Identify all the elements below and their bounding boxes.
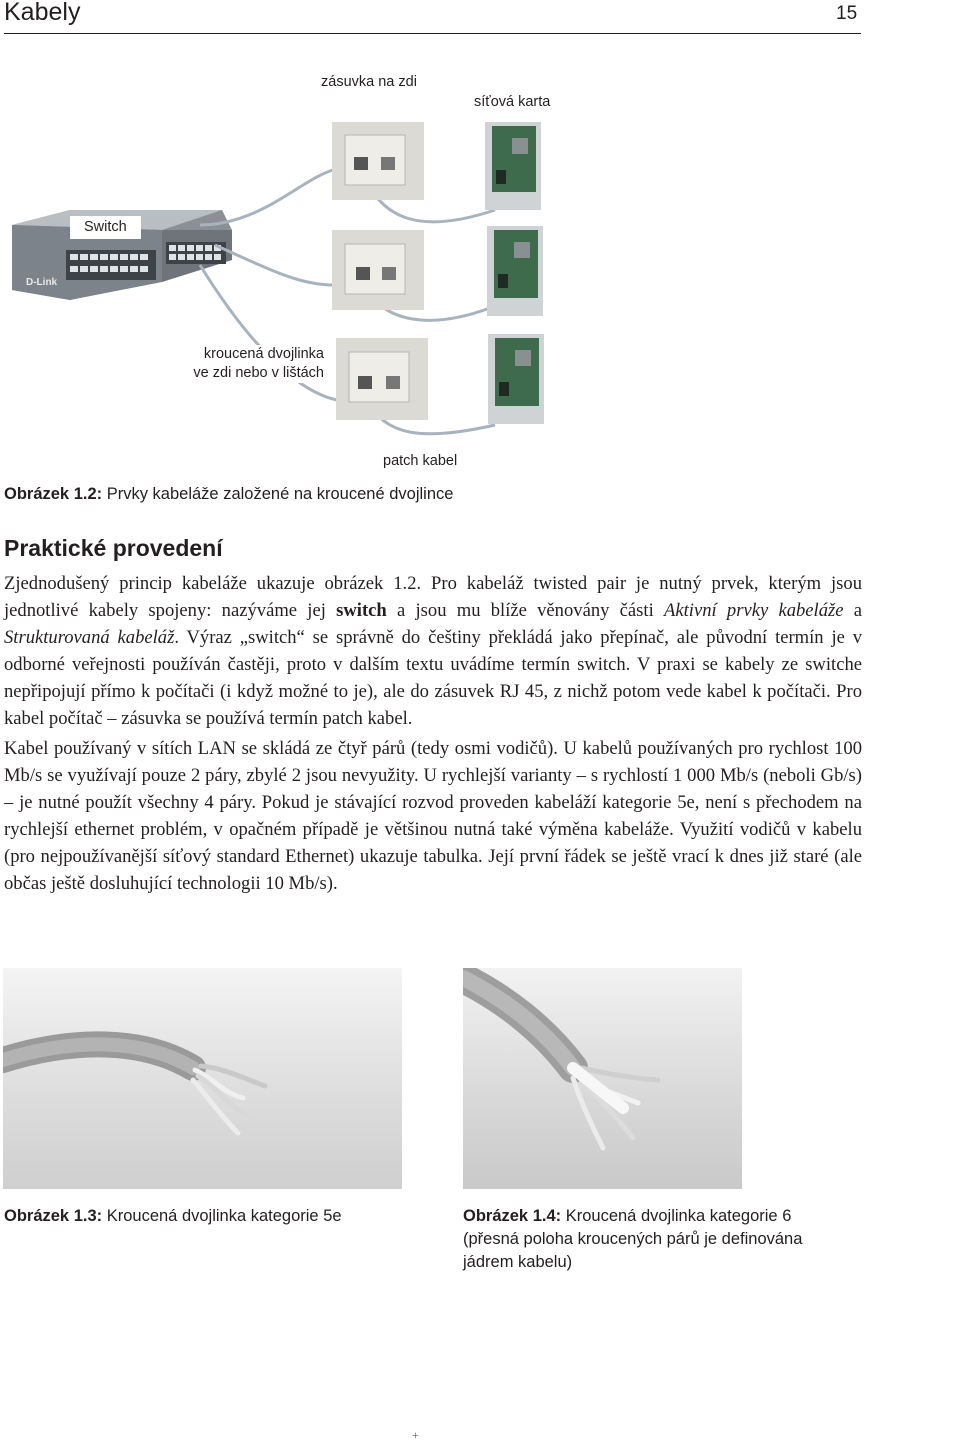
figure-1-3-caption-text: Kroucená dvojlinka kategorie 5e [102,1207,342,1225]
label-switch: Switch [70,216,141,239]
label-patch-cable: patch kabel [383,453,458,469]
figure-1-4-caption-number: Obrázek 1.4: [463,1207,562,1225]
crop-mark: + [412,1428,419,1442]
wall-socket-image [332,230,424,310]
figure-1-4-caption-line3: jádrem kabelu) [463,1253,573,1271]
label-wall-socket: zásuvka na zdi [321,74,417,90]
network-card-image [487,226,543,316]
figure-1-4-caption-text: Kroucená dvojlinka kategorie 6 [561,1207,792,1225]
label-twisted-pair-line2: ve zdi nebo v lištách [193,365,324,381]
body-p1-italic-active: Aktivní prvky kabeláže [664,600,844,621]
figure-1-4-caption [463,1205,863,1274]
body-p1-text-c: a [843,600,863,621]
section-heading: Praktické provedení [4,535,223,561]
figure-1-2-caption-text: Prvky kabeláže založené na kroucené dvojlince [102,485,454,503]
page-header-title: Kabely [4,0,81,26]
figure-1-2-caption-number: Obrázek 1.2: [4,485,103,503]
figure-1-2-illustration [0,60,960,480]
body-p1-bold-switch: switch [336,600,387,621]
body-p1-text-b: a jsou mu blíže věnovány části [386,600,664,621]
label-twisted-pair [164,345,324,383]
network-card-image [488,334,544,424]
figure-1-4-caption-line2: (přesná poloha kroucených párů je definována [463,1230,803,1248]
body-text [4,570,862,897]
body-paragraph-2: Kabel používaný v sítích LAN se skládá ze čtyř párů (tedy osmi vodičů). U kabelů používaných pro rychlost 100 Mb/s se využívají pouze 2 páry, zbylé 2 jsou nevyužity. U rychlejší varianty – s rychlostí 1 000 Mb/s (neboli Gb/s) – je nutné použít všechny 4 páry. Pokud je stávající rozvod proveden kabeláží kategorie 5e, není s přechodem na rychlejší ethernet problém, v opačném případě je většinou nutná také výměna kabeláže. Využití vodičů v kabelu (pro nejpoužívanější síťový standard Ethernet) ukazuje tabulka. Její první řádek se ještě vrací k dnes již staré (ale občas ještě dosluhující technologii 10 Mb/s). [4,738,862,894]
figure-1-2-caption [4,483,453,506]
body-paragraph-1 [4,570,862,732]
cable-cat6-image [463,968,742,1189]
wall-socket-image [332,122,424,200]
figure-1-3-caption-number: Obrázek 1.3: [4,1207,103,1225]
figure-1-3-photo [3,968,402,1189]
body-p1-text-a: Zjednodušený princip kabeláže ukazuje obrázek 1.2. Pro kabeláž twisted pair je nutný prvek, kterým jsou jednotlivé kabely spojeny: nazýváme jej [4,573,862,621]
figure-1-4-photo [463,968,742,1189]
switch-brand-logo: D-Link [26,277,58,288]
header-rule [4,33,861,34]
cable-cat5e-image [3,968,402,1189]
figure-1-4-caption-line1 [463,1205,863,1228]
body-p1-italic-structured: Strukturovaná kabeláž [4,627,175,648]
label-network-card: síťová karta [474,94,551,110]
page-number: 15 [836,3,858,24]
label-twisted-pair-line1: kroucená dvojlinka [203,346,324,362]
network-card-image [485,122,541,210]
figure-1-3-caption [4,1205,342,1228]
body-p1-text-d: . Výraz „switch“ se správně do češtiny překládá jako přepínač, ale původní termín je v odborné veřejnosti používán častěji, proto v dalším textu uvádíme termín switch. V praxi se kabely ze switche nepřipojují přímo k počítači (i když možné to je), ale do zásuvek RJ 45, z nichž potom vede kabel k počítači. Pro kabel počítač – zásuvka se používá termín patch kabel. [4,627,862,729]
wall-socket-image [336,338,428,420]
